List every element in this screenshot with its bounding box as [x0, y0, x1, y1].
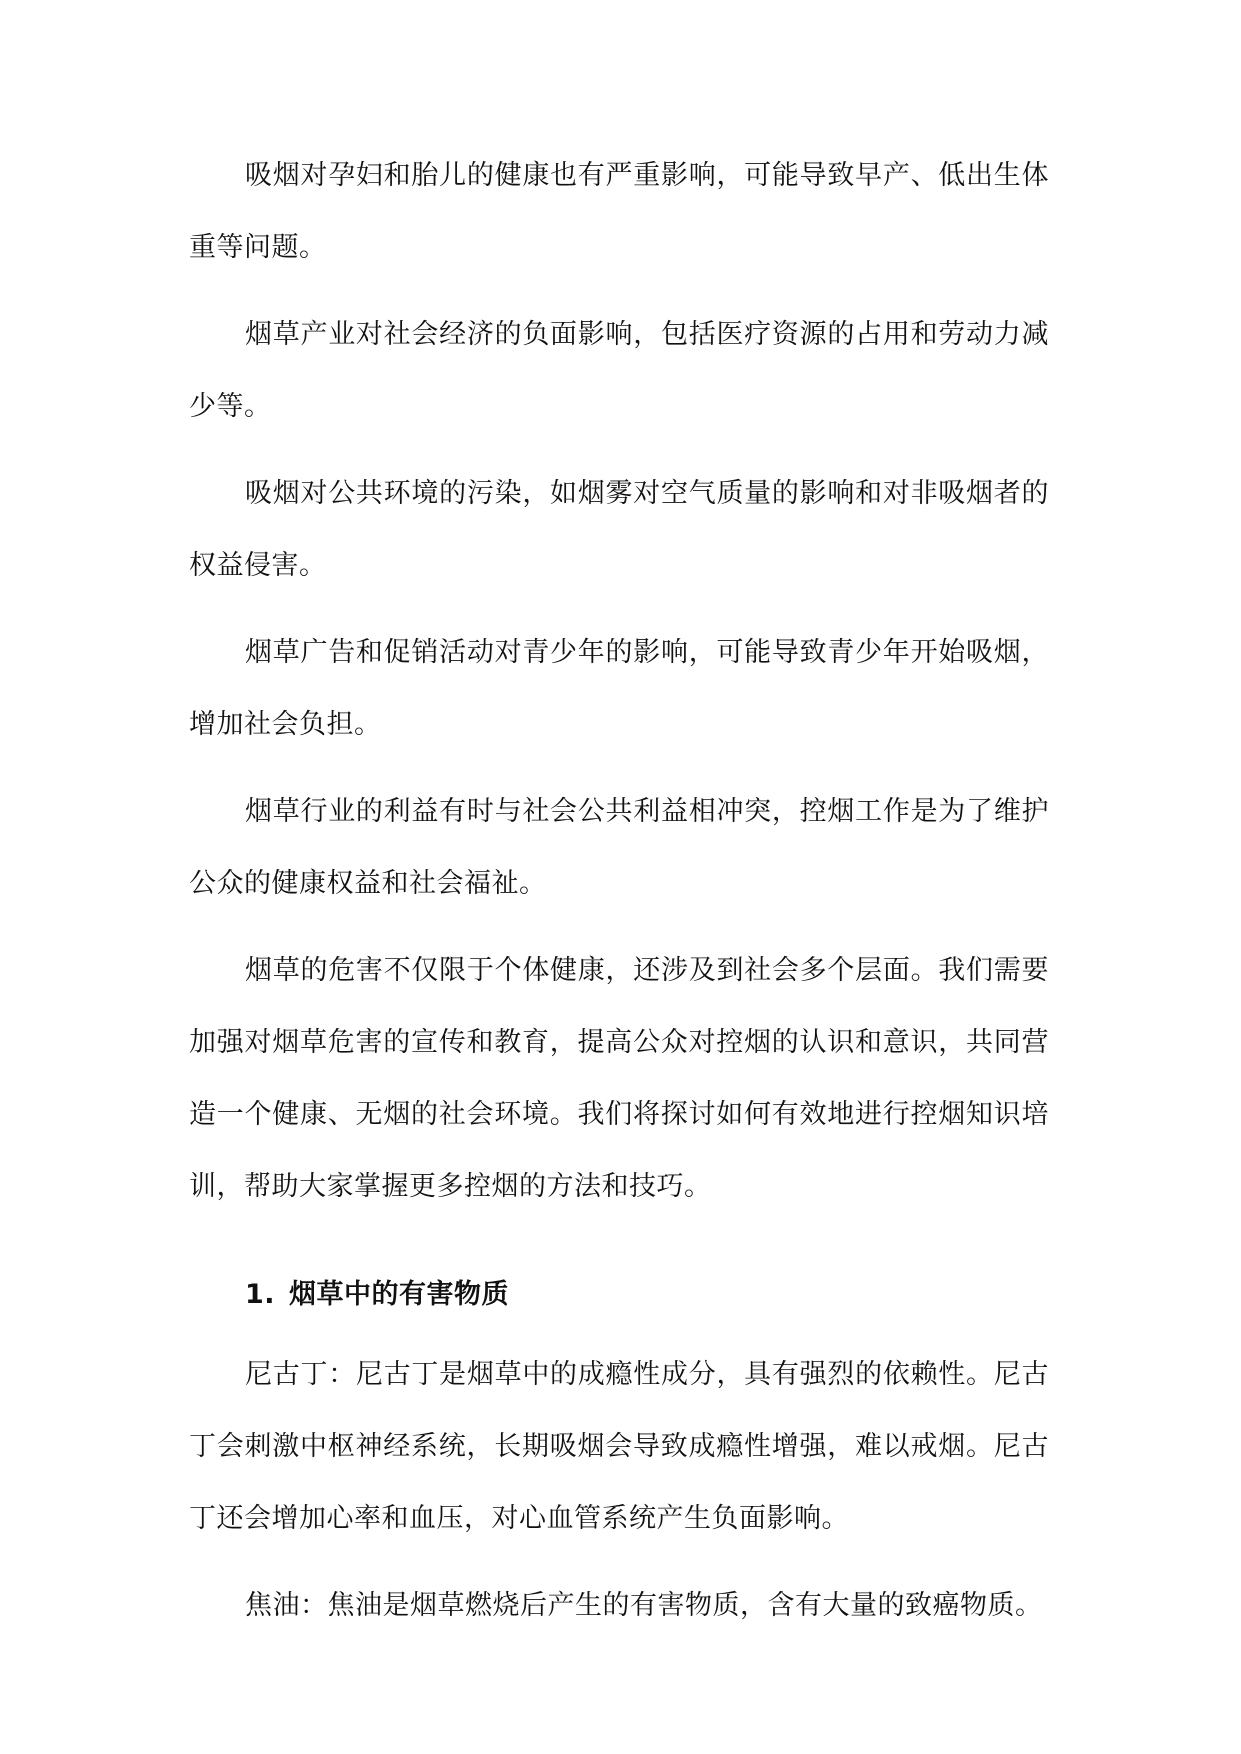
- document-page: [189, 140, 1049, 1642]
- paragraph-nicotine: 尼古丁：尼古丁是烟草中的成瘾性成分，具有强烈的依赖性。尼古丁会刺激中枢神经系统，长期吸烟会导致成瘾性增强，难以戒烟。尼古丁还会增加心率和血压，对心血管系统产生负面影响。: [189, 1359, 1049, 1534]
- paragraph-economy: 烟草产业对社会经济的负面影响，包括医疗资源的占用和劳动力减少等。: [189, 319, 1049, 422]
- paragraph-advertising: 烟草广告和促销活动对青少年的影响，可能导致青少年开始吸烟，增加社会负担。: [189, 637, 1049, 740]
- paragraph-environment: 吸烟对公共环境的污染，如烟雾对空气质量的影响和对非吸烟者的权益侵害。: [189, 478, 1049, 581]
- section-title: 烟草中的有害物质: [289, 1279, 509, 1310]
- section-number: 1.: [245, 1279, 276, 1310]
- paragraph-industry-interest: 烟草行业的利益有时与社会公共利益相冲突，控烟工作是为了维护公众的健康权益和社会福祉。: [189, 796, 1049, 899]
- paragraph-pregnancy: 吸烟对孕妇和胎儿的健康也有严重影响，可能导致早产、低出生体重等问题。: [189, 160, 1049, 263]
- paragraph-summary: 烟草的危害不仅限于个体健康，还涉及到社会多个层面。我们需要加强对烟草危害的宣传和教育，提高公众对控烟的认识和意识，共同营造一个健康、无烟的社会环境。我们将探讨如何有效地进行控烟知识培训，帮助大家掌握更多控烟的方法和技巧。: [189, 955, 1049, 1202]
- paragraph-tar: 焦油：焦油是烟草燃烧后产生的有害物质，含有大量的致癌物质。: [245, 1590, 1043, 1621]
- section-heading: [189, 1265, 1049, 1325]
